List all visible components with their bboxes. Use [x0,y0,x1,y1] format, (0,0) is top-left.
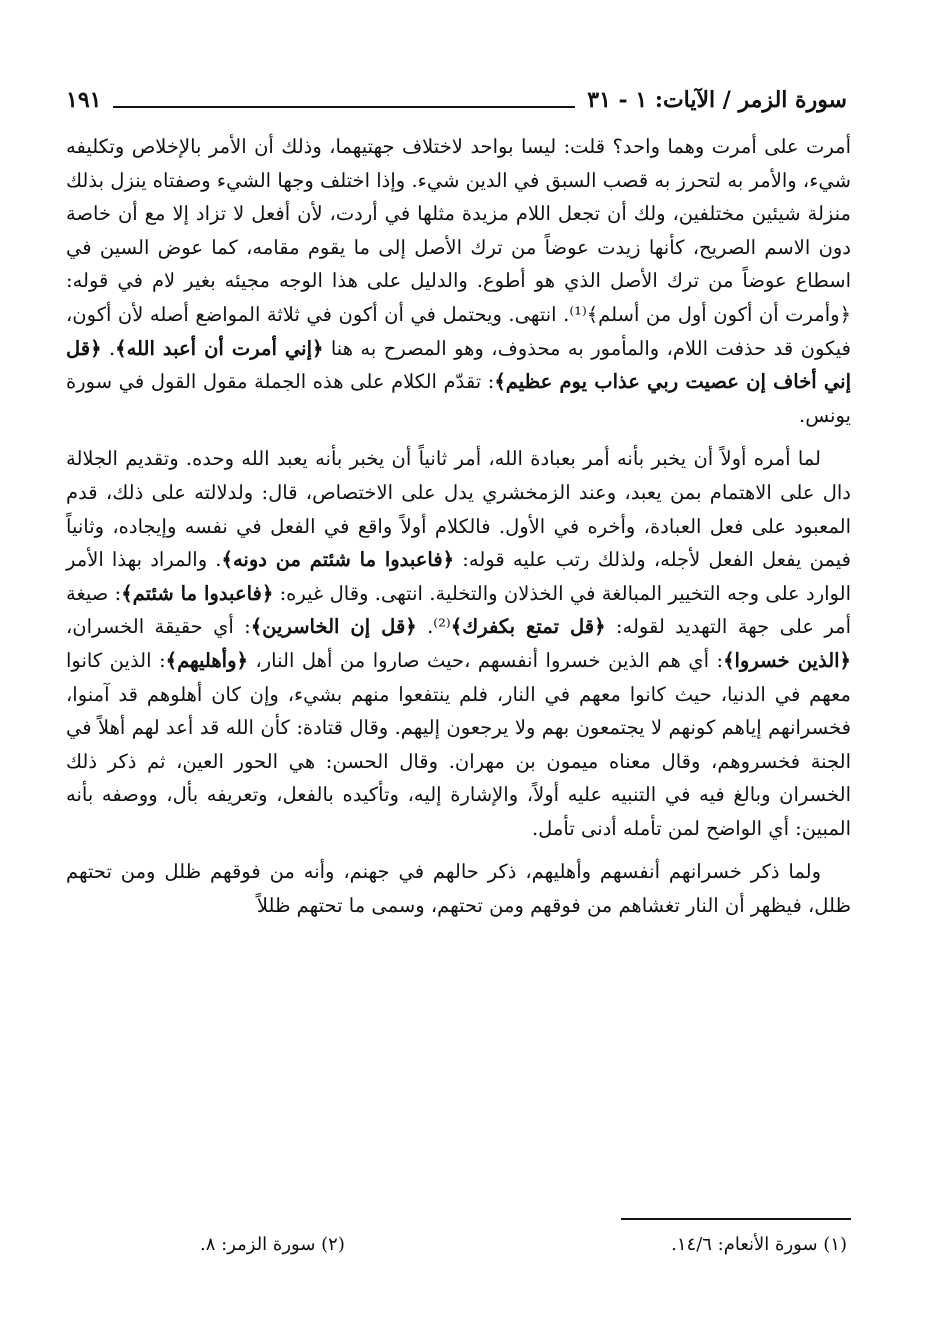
footnote-separator [621,1218,851,1220]
text-segment: . [101,336,116,360]
quran-quote: ﴿قل تمتع بكفرك﴾ [450,615,606,639]
footnotes [200,1234,847,1264]
paragraph-1 [66,130,851,432]
quran-quote: ﴿الذين خسروا﴾ [723,648,851,672]
text-segment: : تقدّم الكلام على هذه الجملة مقول القول في سورة يونس. [66,370,851,427]
text-segment: ولما ذكر خسرانهم أنفسهم وأهليهم، ذكر حالهم في جهنم، وأنه من فوقهم ظلل ومن تحتهم ظلل، فيظهر أن النار تغشاهم من فوقهم ومن تحتهم، وسمى ما تحتهم ظللاً [66,860,851,918]
paragraph-3 [66,855,851,922]
text-segment: ⁽²⁾. [416,615,451,639]
quran-quote: ﴿إني أمرت أن أعبد الله﴾ [115,336,324,360]
text-segment: : صيغة أمر على جهة التهديد لقوله: [66,581,852,639]
header-rule [113,106,575,108]
text-segment: أمرت على أمرت وهما واحد؟ قلت: ليسا بواحد لاختلاف جهتيهما، وذلك أن الأمر بالإخلاص وتكليفه شيء، والأمر به لتحرز به قصب السبق في الدين شيء. وإذا اختلف وجها الشيء وصفتاه ينزل بذلك منزلة شيئين مختلفين، ولك أن تجعل اللام مزيدة مثلها في أردت، لأن أفعل لا تزاد إلا مع أن خاصة دون الاسم الصريح، كأنها زيدت عوضاً من ترك الأصل إلى ما يقوم مقامه، كما عوض السين في اسطاع عوضاً من ترك الأصل الذي هو أطوع. والدليل على هذا الوجه مجيئه بغير لام في قوله: [66,135,851,293]
header-title: سورة الزمر / الآيات: ١ - ٣١ [587,87,847,113]
text-segment: ﴿وأمرت أن أكون أول من أسلم﴾ [586,302,851,326]
quran-quote: ﴿قل إن الخاسرين﴾ [250,615,417,639]
text-segment: : أي هم الذين خسروا أنفسهم ،حيث صاروا من أهل النار، [247,648,724,672]
body-text [66,130,851,923]
quran-quote: ﴿فاعبدوا ما شئتم﴾ [121,581,274,605]
footnote-2: (٢) سورة الزمر: ٨. [200,1234,345,1255]
footnote-1: (١) سورة الأنعام: ١٤/٦. [671,1234,847,1255]
page-number: ١٩١ [66,87,102,113]
running-header [66,80,847,120]
text-segment: . والمراد بهذا الأمر الوارد على وجه التخيير المبالغة في الخذلان والتخلية. انتهى. وقال غيره: [66,548,851,605]
paragraph-2 [66,442,851,845]
quran-quote: ﴿فاعبدوا ما شئتم من دونه﴾ [221,548,455,572]
text-segment: : أي حقيقة الخسران، [66,615,251,639]
text-segment: لما أمره أولاً أن يخبر بأنه أمر بعبادة الله، أمر ثانياً أن يخبر بأنه يعبد الله وحده. وتقديم الجلالة دال على الاهتمام بمن يعبد، وعند الزمخشري يدل على الاختصاص، قال: ولدلالته على ذلك، قدم المعبود على فعل العبادة، وأخره في الأول. فالكلام أولاً واقع في الفعل في نفسه وإيجاده، وثانياً فيمن يفعل الفعل لأجله، ولذلك رتب عليه قوله: [66,447,851,572]
quran-quote: ﴿قل إني أخاف إن عصيت ربي عذاب يوم عظيم﴾ [66,336,851,394]
text-segment: ⁽¹⁾. انتهى. ويحتمل في أن أكون في ثلاثة المواضع أصله لأن أكون، فيكون قد حذفت اللام، والمأمور به محذوف، وهو المصرح به هنا [66,302,852,360]
quran-quote: ﴿وأهليهم﴾ [165,648,248,672]
text-segment: : الذين كانوا معهم في الدنيا، حيث كانوا معهم في النار، فلم ينتفعوا منهم بشيء، وإن كان أهلوهم قد آمنوا، فخسرانهم إياهم كونهم لا يجتمعون بهم ولا يرجعون إليهم. وقال قتادة: كأن الله قد أعد لهم أهلاً في الجنة فخسروهم، وقال معناه ميمون بن مهران. وقال الحسن: هي الحور العين، ثم ذكر ذلك الخسران وبالغ فيه في التنبيه عليه أولاً، والإشارة إليه، وتأكيده بالفعل، وتعريفه بأل، ووصفه بأنه المبين: أي الواضح لمن تأمله أدنى تأمل. [66,648,851,840]
